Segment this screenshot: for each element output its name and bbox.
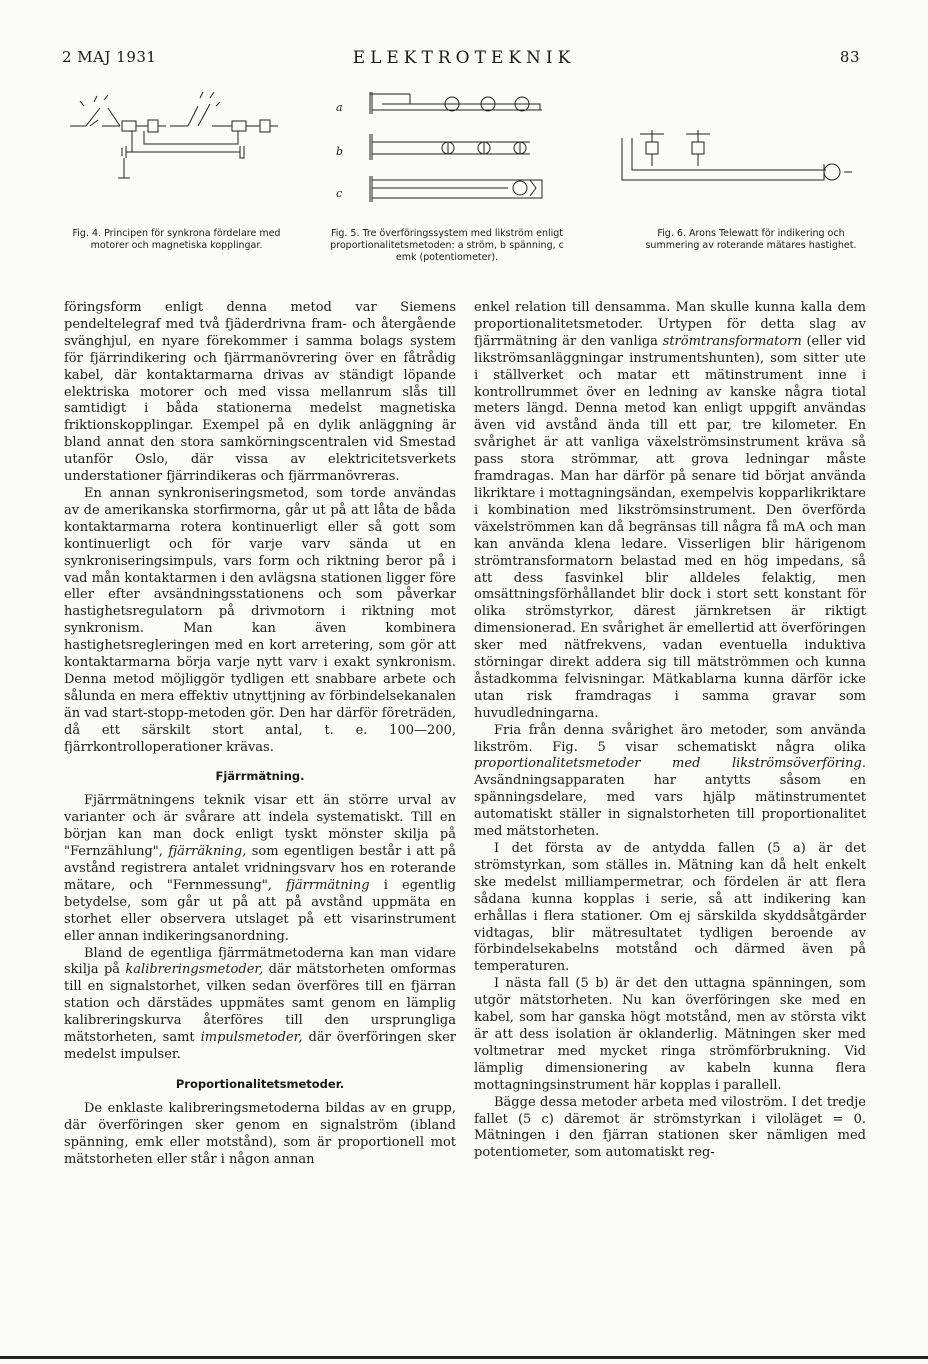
- figure-4-caption: Fig. 4. Principen för synkrona fördelare med motorer och magnetiska kopplingar.: [72, 228, 281, 251]
- term-fjarrakning: fjärräkning,: [168, 844, 247, 860]
- left-paragraph-5: De enklaste kalibreringsmetoderna bildas av en grupp, där överföringen sker genom en signalström (ibland spänning, emk eller motstånd), som är proportionell mot mätstorheten eller står i någon annan: [64, 1100, 456, 1167]
- right-text-column: [474, 300, 866, 1162]
- right-paragraph-1: [474, 300, 866, 723]
- left-paragraph-3-text-b: som egentligen består i att på avstånd registrera antalet vridningsvarv hos en roterande mätare, och "Fernmessung",: [64, 844, 457, 893]
- figure-5-label-b: [336, 140, 343, 159]
- left-paragraph-3-text-a: Fjärrmätningens teknik visar ett än större urval av varianter och är svårare att indela systematiskt. Till en början kan man dock enligt tyskt mönster skilja på "Fernzählung",: [64, 793, 456, 860]
- term-kalibreringsmetoder: kalibreringsmetoder,: [125, 962, 264, 978]
- right-paragraph-2-text-a: Fria från denna svårighet äro metoder, som använda likström. Fig. 5 visar schematiskt några olika: [474, 722, 866, 755]
- scan-bottom-edge: [0, 1356, 928, 1359]
- term-impulsmetoder: impulsmetoder,: [200, 1030, 303, 1046]
- right-paragraph-2: [474, 723, 866, 841]
- figure-5-label-c: [336, 182, 342, 201]
- term-stromtransformatorn: strömtransformatorn: [662, 333, 802, 349]
- figure-5-label-a-text: a: [336, 101, 343, 114]
- left-paragraph-4-text-c: där överföringen sker medelst impulser.: [64, 1030, 456, 1062]
- figure-5-label-c-text: c: [336, 187, 343, 200]
- right-paragraph-1-text-b: (eller vid likströmsanläggningar instrumentshunten), som sitter ute i ställverket och matar ett mätinstrument inne i kontrollrummet över en ledning av kanske några tiotal meters längd. Denna metod kan enligt uppgift användas även vid avstånd ända till ett par, tre kilometer. En svårighet är att vanliga växelströmsinstrument kräva så pass stora strömmar, att grova ledningar måste framdragas. Man har därför på senare tid börjat använda likriktare i mottagningsändan, exempelvis kopparlikriktare i kombination med likströmsinstrument. Den överförda växelströmmen kan då begränsas till några få mA och man kan använda klena ledare. Visserligen blir härigenom strömtransformatorn belastad med en hög impedans, så att dess fasvinkel blir alldeles felaktig, men omsättningsförhållandet blir dock i stort sett konstant för olika strömstyrkor, därest järnkretsen är riktigt dimensionerad. En svårighet är emellertid att överföringen sker med nätfrekvens, vadan eventuella induktiva störningar direkt addera sig till mätströmmen och kunna åstadkomma felvisningar. Mätkablarna kunna därför icke utan risk framdragas i samma gravar som huvudledningarna.: [474, 333, 866, 721]
- left-paragraph-3-text-c: i egentlig betydelse, som går ut på att på avstånd uppmäta en storhet eller observera utslaget på ett visarinstrument eller annan indikeringsanordning.: [64, 877, 456, 944]
- right-paragraph-3: I det första av de antydda fallen (5 a) är det strömstyrkan, som ställes in. Mätning kan då helt enkelt ske medelst milliampermetrar, och fördelen är att flera sådana kunna kopplas i serie, så att indikering kan erhållas i flera stationer. Om ej särskilda skyddsåtgärder vidtagas, blir mätresultatet tydligen beroende av förbindelsekabelns motstånd och därmed även på temperaturen.: [474, 841, 866, 975]
- right-paragraph-4: I nästa fall (5 b) är det den uttagna spänningen, som utgör mätstorheten. Nu kan överföringen ske med en kabel, som har ganska högt motstånd, men av största vikt är att dess isolation är oklanderlig. Mätningen sker med voltmetrar med mycket ringa strömförbrukning. Vid lämplig dimensionering av kabeln kunna flera mottagningsinstrument här kopplas i parallell.: [474, 976, 866, 1093]
- header-journal-title: ELEKTROTEKNIK: [352, 48, 576, 68]
- header-date: 2 MAJ 1931: [62, 48, 157, 66]
- figure-6-caption: Fig. 6. Arons Telewatt för indikering och summering av roterande mätares hastighet.: [645, 228, 857, 251]
- figure-5-label-a: [336, 96, 343, 115]
- left-paragraph-3: [64, 793, 456, 945]
- header-page-number: 83: [839, 48, 860, 66]
- right-paragraph-2-text-b: Avsändningsapparaten har antytts såsom en spänningsdelare, med vars hjälp mätinstrumentet automatiskt ställer in signalstorheten till proportionalitet med mätstorheten.: [474, 773, 866, 840]
- figure-6-diagram: [618, 124, 868, 188]
- figure-5-diagram: [330, 84, 560, 208]
- figure-5-label-b-text: b: [336, 145, 344, 158]
- section-heading-proportionalitetsmetoder: Proportionalitetsmetoder.: [175, 1076, 345, 1091]
- section-heading-fjarrmatning: Fjärrmätning.: [215, 769, 305, 784]
- left-text-column: [64, 300, 456, 1168]
- left-paragraph-4-text-a: Bland de egentliga fjärrmätmetoderna kan man vidare skilja på: [64, 945, 456, 978]
- left-paragraph-4: [64, 946, 456, 1064]
- right-paragraph-5: Bägge dessa metoder arbeta med viloström. I det tredje fallet (5 c) däremot är strömstyrkan i viloläget = 0. Mätningen i den fjärran stationen sker nämligen med potentiometer, som automatiskt reg-: [474, 1094, 866, 1161]
- left-paragraph-1: föringsform enligt denna metod var Siemens pendeltelegraf med två fjäderdrivna fram- och återgående svänghjul, en nyare förekommer i samma bolags system för fjärrindikering och fjärrmanövrering över en fåtrådig kabel, där kontaktarmarna drivas av ständigt löpande elektriska motorer och med vissa mellanrum slås till samtidigt i båda stationerna medelst magnetiska friktionskopplingar. Exempel på en dylik anläggning är bland annat den stora samkörningscentralen vid Smestad utanför Oslo, där vissa av elektricitetsverkets understationer fjärrindikeras och fjärrmanövreras.: [64, 300, 456, 485]
- left-paragraph-4-text-b: där mätstorheten omformas till en signalstorhet, vilken sedan överföres till en fjärran station och därstädes uppmätes samt genom en lämplig kalibreringskurva återföres till den ursprungliga mätstorheten, samt: [64, 962, 456, 1046]
- right-paragraph-1-text-a: enkel relation till densamma. Man skulle kunna kalla dem proportionalitetsmetoder. Urtypen för detta slag av fjärrmätning är den vanliga: [474, 300, 866, 349]
- term-fjarrmatning: fjärrmätning: [286, 877, 370, 893]
- term-proportionalitetsmetoder-likstrom: proportionalitetsmetoder med likströmsöverföring.: [474, 756, 866, 772]
- left-paragraph-2: En annan synkroniseringsmetod, som torde användas av de amerikanska storfirmorna, går ut på att låta de båda kontaktarmarna rotera kontinuerligt eller så gott som kontinuerligt och för varje varv sända ut en synkroniseringsimpuls, vars form och riktning beror på i vad mån kontaktarmen i den avlägsna stationen ligger före eller efter avsändningsstationens och som påverkar hastighetsregulatorn på drivmotorn i riktning mot synkronism. Man kan även kombinera hastighetsregleringen med en kort arretering, som gör att kontaktarmarna börja varje nytt varv i exakt synkronism. Denna metod möjliggör tydligen ett snabbare arbete och sålunda en mera effektiv utnyttjning av förbindelsekanalen än vad start-stopp-metoden gör. Den har därför företräden, då ett särskilt stort antal, t. e. 100—200, fjärrkontrolloperationer krävas.: [64, 485, 456, 755]
- figure-5-caption: Fig. 5. Tre överföringssystem med likström enligt proportionalitetsmetoden: a ström, b spänning, c emk (potentiometer).: [330, 228, 564, 263]
- figure-4-diagram: [60, 86, 300, 206]
